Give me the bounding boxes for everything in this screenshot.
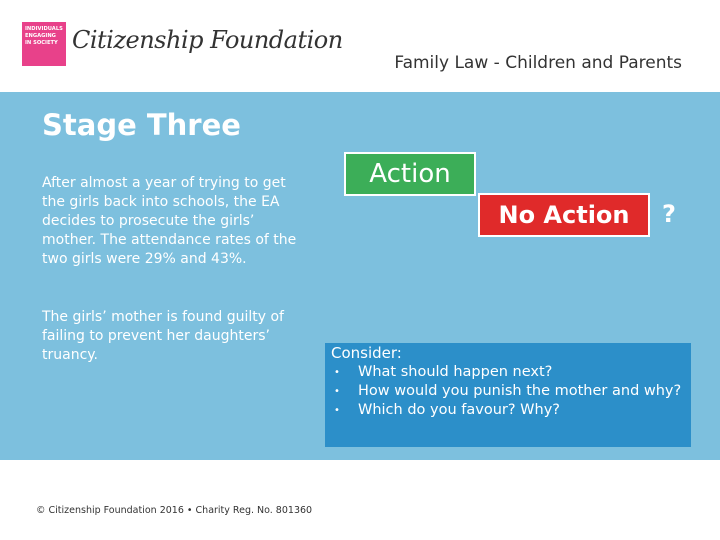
header bbox=[0, 0, 720, 92]
logo-badge bbox=[22, 22, 66, 66]
logo-badge-text: INDIVIDUALS ENGAGING IN SOCIETY bbox=[25, 26, 63, 46]
bullet-icon: • bbox=[334, 386, 340, 397]
bullet-icon: • bbox=[334, 405, 340, 416]
footer bbox=[0, 460, 720, 540]
main-panel bbox=[0, 92, 720, 460]
consider-item-text: What should happen next? bbox=[358, 364, 553, 380]
stage-title: Stage Three bbox=[42, 108, 241, 142]
consider-list bbox=[331, 363, 683, 420]
question-mark: ? bbox=[662, 200, 676, 228]
footer-copyright: © Citizenship Foundation 2016 • Charity Reg. No. 801360 bbox=[36, 505, 313, 516]
logo-wordmark: Citizenship Foundation bbox=[72, 26, 343, 54]
consider-item-text: Which do you favour? Why? bbox=[358, 402, 560, 418]
list-item bbox=[331, 401, 683, 420]
consider-box bbox=[325, 343, 691, 447]
document-title: Family Law - Children and Parents bbox=[394, 53, 682, 73]
consider-heading: Consider: bbox=[331, 344, 402, 362]
no-action-button[interactable]: No Action bbox=[478, 193, 650, 237]
list-item bbox=[331, 382, 683, 401]
list-item bbox=[331, 363, 683, 382]
action-button[interactable]: Action bbox=[344, 152, 476, 196]
scenario-paragraph-1: After almost a year of trying to get the girls back into schools, the EA decides to prosecute the girls’ mother. The attendance rates of the two girls were 29% and 43%. bbox=[42, 175, 297, 267]
scenario-paragraph-2: The girls’ mother is found guilty of failing to prevent her daughters’ truancy. bbox=[42, 309, 284, 363]
consider-item-text: How would you punish the mother and why? bbox=[358, 383, 682, 399]
bullet-icon: • bbox=[334, 367, 340, 378]
